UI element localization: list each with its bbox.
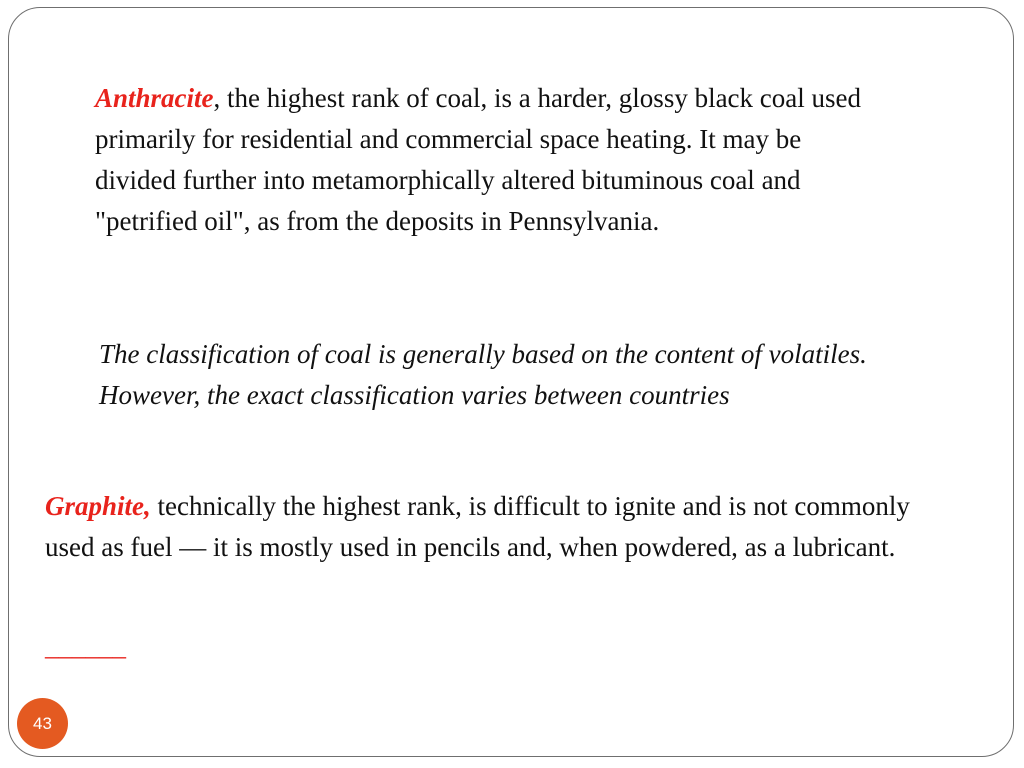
anthracite-term: Anthracite bbox=[95, 83, 214, 113]
slide bbox=[8, 7, 1014, 757]
classification-note: The classification of coal is generally based on the content of volatiles. However, the exact classification varies between countries bbox=[99, 339, 867, 410]
graphite-text: technically the highest rank, is difficult to ignite and is not commonly used as fuel — it is mostly used in pencils and, when powdered, as a lubricant. bbox=[45, 491, 910, 562]
graphite-term: Graphite, bbox=[45, 491, 151, 521]
anthracite-paragraph bbox=[95, 78, 885, 242]
red-underline-rule: ______ bbox=[45, 631, 126, 661]
anthracite-text: , the highest rank of coal, is a harder, glossy black coal used primarily for residential and commercial space heating. It may be divided further into metamorphically altered bituminous coal and "petrified oil", as from the deposits in Pennsylvania. bbox=[95, 83, 862, 236]
page-number-badge: 43 bbox=[17, 698, 68, 749]
graphite-paragraph bbox=[45, 486, 965, 568]
